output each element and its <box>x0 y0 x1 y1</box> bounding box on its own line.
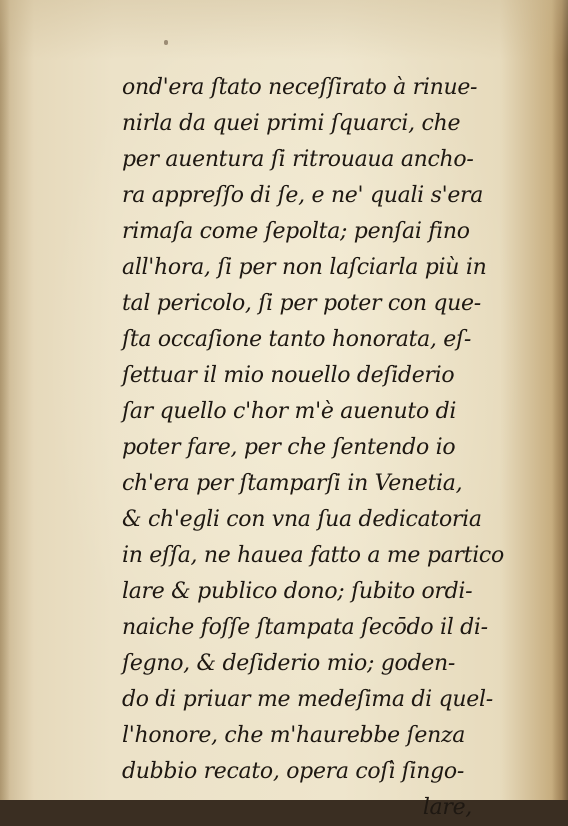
text-line: lare & publico dono; ſubito ordi- <box>122 579 473 604</box>
text-line: do di priuar me medeſima di quel- <box>122 687 493 712</box>
text-line: rimaſa come ſepolta; penſai fino <box>122 219 470 244</box>
ink-speck <box>164 40 168 45</box>
text-line: ſta occaſione tanto honorata, eſ- <box>122 327 472 352</box>
text-line: poter fare, per che ſentendo io <box>122 435 456 460</box>
text-line: per auentura ſi ritrouaua ancho- <box>122 147 474 172</box>
text-line: ond'era ſtato neceſſirato à rinue- <box>122 75 478 100</box>
text-line: dubbio recato, opera coſì ſingo- <box>122 759 464 784</box>
text-line: ch'era per ſtamparſi in Venetia, <box>122 471 463 496</box>
text-line: & ch'egli con vna ſua dedicatoria <box>122 507 482 532</box>
text-line: tal pericolo, ſi per poter con que- <box>122 291 481 316</box>
page-right-edge-shadow <box>552 0 568 800</box>
text-line: in eſſa, ne hauea fatto a me partico <box>122 543 504 568</box>
text-line: nirla da quei primi ſquarci, che <box>122 111 461 136</box>
text-line: l'honore, che m'haurebbe ſenza <box>122 723 466 748</box>
text-line: naiche foſſe ſtampata ſecōdo il di- <box>122 615 488 640</box>
text-line: ſettuar il mio nouello deſiderio <box>122 363 455 388</box>
text-line: ſegno, & deſiderio mio; goden- <box>122 651 455 676</box>
text-line: all'hora, ſi per non laſciarla più in <box>122 255 487 280</box>
text-line: ra appreſſo di ſe, e ne' quali s'era <box>122 183 484 208</box>
catchword: lare, <box>422 795 472 820</box>
text-line: ſar quello c'hor m'è auenuto di <box>122 399 457 424</box>
page-text-block <box>122 70 522 826</box>
page-top-stain <box>0 0 568 60</box>
page-left-edge-shadow <box>0 0 10 800</box>
